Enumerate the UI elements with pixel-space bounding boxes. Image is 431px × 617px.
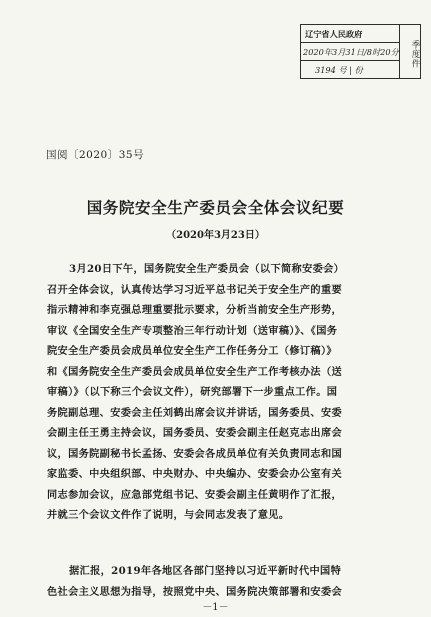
paragraph-line: 同志参加会议，应急部党组书记、安委会副主任黄明作了汇报， — [47, 488, 343, 501]
stamp-received-time: 2020年3月31日/8时20分 — [301, 43, 400, 61]
paragraph-line: 色社会主义思想为指导，按照党中央、国务院决策部署和安委会 — [47, 585, 343, 598]
paragraph-line: 据汇报，2019年各地区各部门坚持以习近平新时代中国特 — [69, 565, 342, 577]
paragraph-line: 家监委、中央组织部、中央财办、中央编办、安委会办公室有关 — [47, 468, 343, 480]
paragraph-line: 和《国务院安全生产委员会成员单位安全生产工作考核办法（送 — [47, 365, 343, 378]
body-paragraph-1 — [47, 259, 392, 526]
body-paragraph-2 — [47, 561, 392, 602]
page-number: －1－ — [202, 602, 229, 613]
stamp-office-name: 辽宁省人民政府 — [301, 25, 400, 43]
paragraph-line: 议，国务院副秘书长孟扬、安委会各成员单位有关负责同志和国 — [47, 447, 343, 460]
document-title: 国务院安全生产委员会全体会议纪要 — [86, 198, 345, 217]
paragraph-line: 召开全体会议，认真传达学习习近平总书记关于安全生产的重要 — [47, 283, 343, 296]
paragraph-line: 院安全生产委员会成员单位安全生产工作任务分工（修订稿）》 — [47, 345, 337, 357]
paragraph-line: 审议《全国安全生产专项整治三年行动计划（送审稿）》、《国务 — [47, 324, 338, 337]
paragraph-line: 会副主任王勇主持会议，国务委员、安委会副主任赵克志出席会 — [47, 427, 343, 439]
stamp-category: 季度件 — [399, 25, 420, 78]
document-date: （2020年3月23日） — [166, 230, 265, 241]
paragraph-line: 3月20日下午，国务院安全生产委员会（以下简称安委会） — [69, 263, 345, 275]
paragraph-line: 务院副总理、安委会主任刘鹤出席会议并讲话，国务委员、安委 — [47, 406, 343, 419]
paragraph-line: 并就三个会议文件作了说明，与会同志发表了意见。 — [47, 509, 290, 521]
paragraph-line: 指示精神和李克强总理重要批示要求，分析当前安全生产形势， — [47, 304, 343, 316]
stamp-serial-number: 3194 号 | 份 — [315, 65, 363, 75]
receipt-stamp — [300, 24, 421, 79]
document-number: 国阅〔2020〕35号 — [46, 149, 145, 161]
paragraph-line: 审稿）》（以下称三个会议文件），研究部署下一步重点工作。国 — [47, 386, 338, 398]
